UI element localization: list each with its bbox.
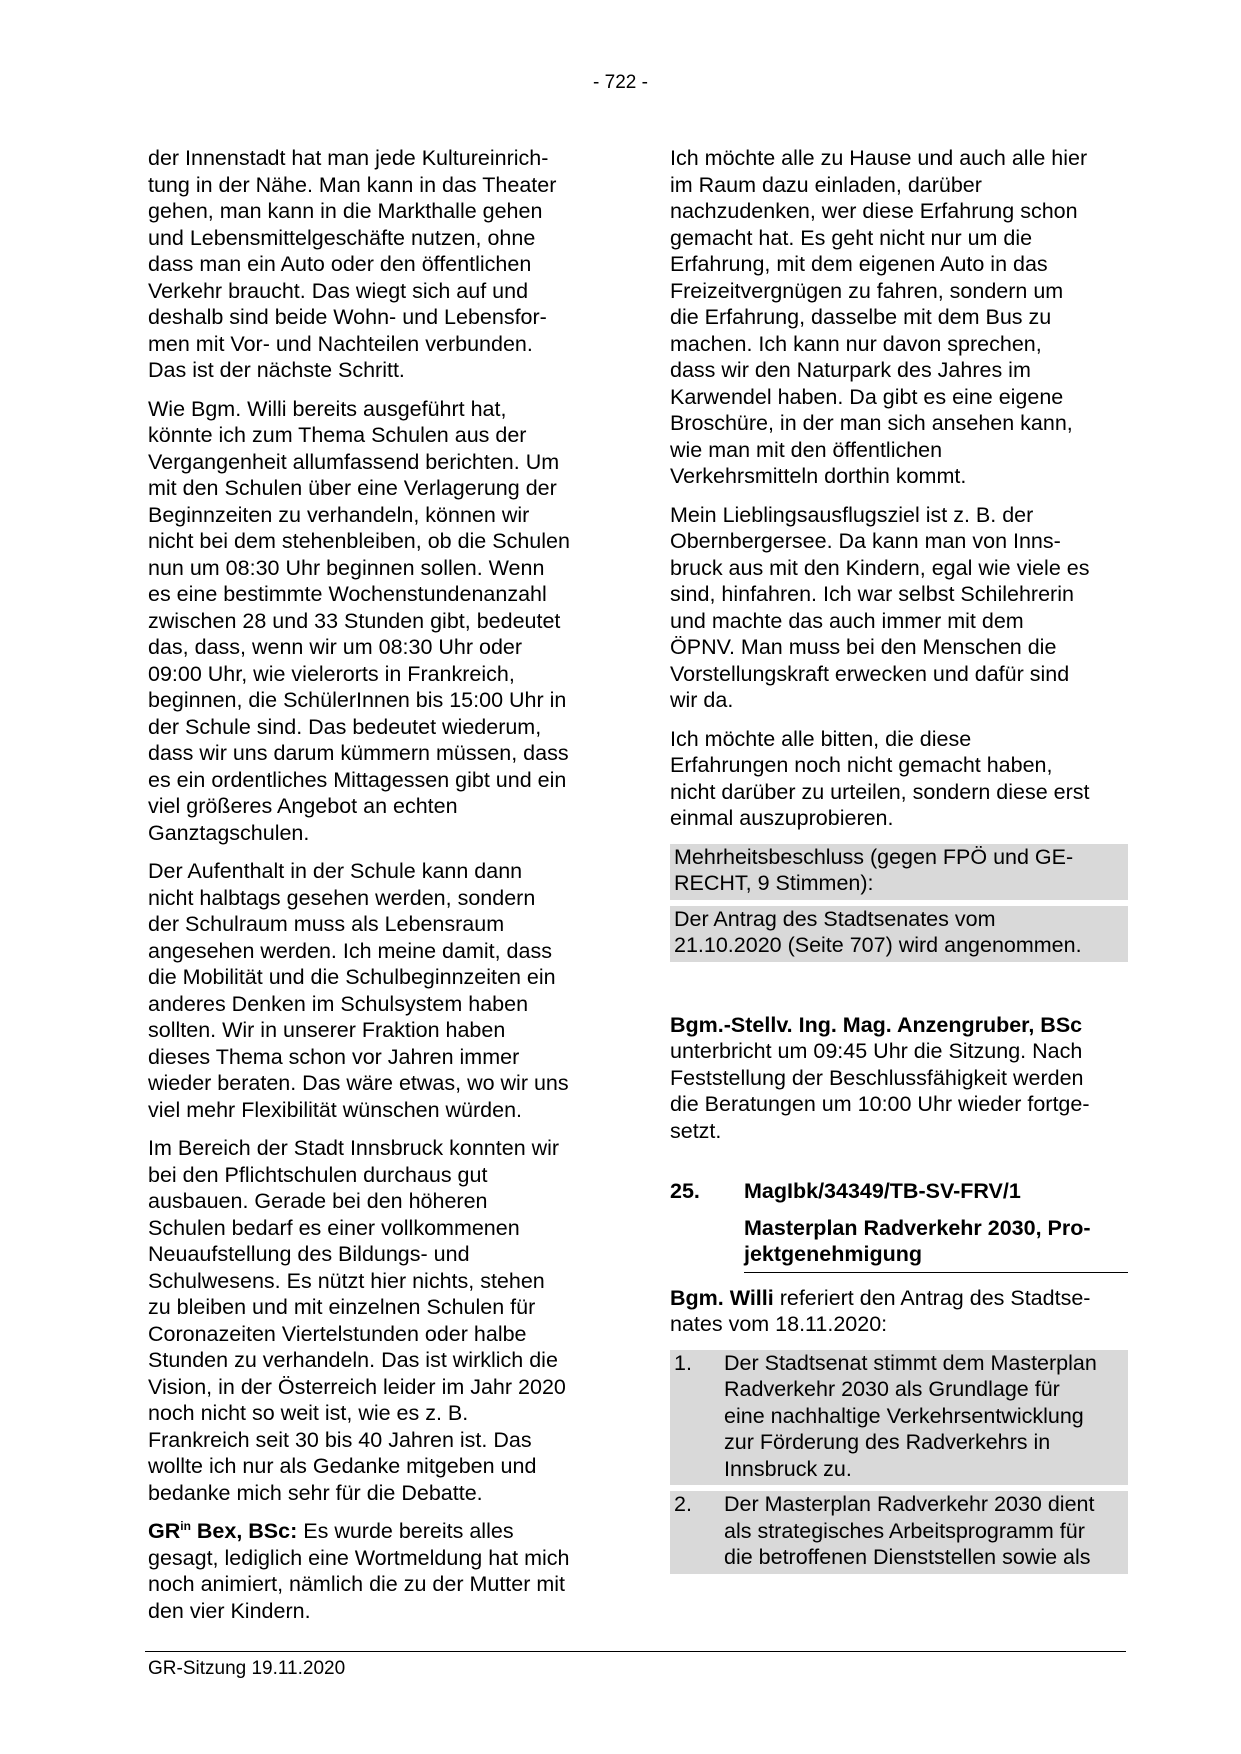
text-line: Broschüre, in der man sich ansehen kann, [670, 411, 1073, 435]
agenda-title [744, 1215, 1128, 1273]
text-line: der Schulraum muss als Lebensraum [148, 912, 505, 936]
text-line: nachzudenken, wer diese Erfahrung schon [670, 199, 1078, 223]
text-line: jektgenehmigung [744, 1242, 922, 1266]
text-line: eine nachhaltige Verkehrsentwicklung [724, 1403, 1084, 1428]
text-line: Mehrheitsbeschluss (gegen FPÖ und GE- [674, 844, 1074, 869]
text-line: noch animiert, nämlich die zu der Mutter mit [148, 1572, 566, 1596]
text-line: die Mobilität und die Schulbeginnzeiten ein [148, 965, 556, 989]
text-line: zu bleiben und mit einzelnen Schulen für [148, 1295, 536, 1319]
text-line: Schulwesens. Es nützt hier nichts, stehen [148, 1268, 545, 1293]
text-line: nicht bei dem stehenbleiben, ob die Schulen [148, 529, 570, 553]
text-line: Erfahrung, mit dem eigenen Auto in das [670, 252, 1048, 276]
text-line: Karwendel haben. Da gibt es eine eigene [670, 384, 1064, 409]
text-line: könnte ich zum Thema Schulen aus der [148, 423, 527, 447]
text-line: Das ist der nächste Schritt. [148, 358, 405, 382]
text-line: das, dass, wenn wir um 08:30 Uhr oder [148, 635, 523, 659]
agenda-number: 25. [670, 1179, 700, 1203]
footer: GR-Sitzung 19.11.2020 [148, 1658, 346, 1679]
text-line: Coronazeiten Viertelstunden oder halbe [148, 1321, 527, 1346]
speaker-text [148, 1545, 603, 1625]
text-line: Im Bereich der Stadt Innsbruck konnten wir [148, 1136, 560, 1160]
text-line: nun um 08:30 Uhr beginnen sollen. Wenn [148, 555, 545, 580]
text-line: mit den Schulen über eine Verlagerung der [148, 476, 557, 500]
text-line: beginnen, die SchülerInnen bis 15:00 Uhr in [148, 688, 567, 712]
text-line: nicht halbtags gesehen werden, sondern [148, 885, 536, 910]
resolution-vote [670, 844, 1128, 900]
text-line: der Innenstadt hat man jede Kultureinrich- [148, 146, 549, 170]
text-line: einmal auszuprobieren. [670, 806, 894, 830]
text-line: Verkehr braucht. Das wiegt sich auf und [148, 278, 529, 303]
text-line: und machte das auch immer mit dem [670, 608, 1024, 633]
text-line: der Schule sind. Das bedeutet wiederum, [148, 714, 542, 739]
text-line: dass man ein Auto oder den öffentlichen [148, 252, 532, 276]
text-line: Freizeitvergnügen zu fahren, sondern um [670, 278, 1064, 303]
text-line: dass wir den Naturpark des Jahres im [670, 358, 1031, 382]
text-line: ÖPNV. Man muss bei den Menschen die [670, 635, 1057, 659]
text-line: Feststellung der Beschlussfähigkeit werden [670, 1065, 1084, 1090]
motion-item: 2. Der Masterplan Radverkehr 2030 dient als strategisches Arbeitsprogramm für die betroffenen Dienststellen sowie als [670, 1491, 1128, 1574]
text-line: Neuaufstellung des Bildungs- und [148, 1242, 470, 1266]
text-line: als strategisches Arbeitsprogramm für [724, 1518, 1085, 1543]
text-line: machen. Ich kann nur davon sprechen, [670, 331, 1042, 356]
text-line: Obernbergersee. Da kann man von Inns- [670, 529, 1061, 553]
paragraph [148, 1135, 603, 1506]
text-line: Vision, in der Österreich leider im Jahr 2020 [148, 1374, 566, 1399]
text-line: wollte ich nur als Gedanke mitgeben und [148, 1454, 537, 1478]
motion-intro: Bgm. Willi referiert den Antrag des Stadtse- nates vom 18.11.2020: [670, 1285, 1091, 1336]
text-line: Verkehrsmitteln dorthin kommt. [670, 464, 967, 488]
text-line: Ganztagschulen. [148, 820, 310, 845]
text-line: wie man mit den öffentlichen [670, 437, 943, 462]
resolution-decision [670, 906, 1128, 962]
text-line: deshalb sind beide Wohn- und Lebensfor- [148, 305, 547, 329]
text-line: nicht darüber zu urteilen, sondern diese erst [670, 779, 1090, 804]
text-line: 21.10.2020 (Seite 707) wird angenommen. [674, 933, 1082, 957]
text-line: Wie Bgm. Willi bereits ausgeführt hat, [148, 396, 507, 421]
text-line: sollten. Wir in unserer Fraktion haben [148, 1018, 506, 1042]
text-line: Innsbruck zu. [724, 1456, 852, 1481]
text-line: noch nicht so weit ist, wie es z. B. [148, 1401, 469, 1425]
paragraph [670, 726, 1128, 832]
text-line: Beginnzeiten zu verhandeln, können wir [148, 502, 530, 527]
text-line: 09:00 Uhr, wie vielerorts in Frankreich, [148, 661, 515, 686]
text-line: die betroffenen Dienststellen sowie als [724, 1545, 1091, 1569]
text-line: Vorstellungskraft erwecken und dafür sind [670, 661, 1070, 686]
text-line: wir da. [670, 688, 734, 712]
text-line: viel mehr Flexibilität wünschen würden. [148, 1097, 523, 1122]
text-line: bruck aus mit den Kindern, egal wie viele es [670, 555, 1090, 580]
text-line: bedanke mich sehr für die Debatte. [148, 1480, 483, 1505]
text-line: Der Masterplan Radverkehr 2030 dient [724, 1492, 1095, 1516]
paragraph [148, 858, 603, 1123]
text-line: angesehen werden. Ich meine damit, dass [148, 938, 552, 963]
text-line: Frankreich seit 30 bis 40 Jahren ist. Das [148, 1427, 532, 1452]
text-line: Schulen bedarf es einer vollkommenen [148, 1215, 520, 1240]
right-column [670, 145, 1128, 1580]
text-line: Erfahrungen noch nicht gemacht haben, [670, 753, 1053, 777]
text-line: men mit Vor- und Nachteilen verbunden. [148, 331, 533, 356]
text-line: tung in der Nähe. Man kann in das Theater [148, 172, 557, 197]
text-line: Stunden zu verhandeln. Das ist wirklich die [148, 1348, 558, 1372]
page-number: - 722 - [593, 72, 648, 93]
text-line: es ein ordentliches Mittagessen gibt und ein [148, 767, 567, 792]
text-line: gesagt, lediglich eine Wortmeldung hat mich [148, 1545, 570, 1570]
text-line: die Beratungen um 10:00 Uhr wieder fortge- [670, 1092, 1090, 1116]
text-line: unterbricht um 09:45 Uhr die Sitzung. Nach [670, 1039, 1083, 1063]
text-line: ausbauen. Gerade bei den höheren [148, 1189, 488, 1213]
text-line: sind, hinfahren. Ich war selbst Schilehrerin [670, 582, 1074, 606]
text-line: anderes Denken im Schulsystem haben [148, 991, 529, 1016]
agenda-code: MagIbk/34349/TB-SV-FRV/1 [744, 1179, 1021, 1203]
text-line: Radverkehr 2030 als Grundlage für [724, 1377, 1060, 1401]
text-line: es eine bestimmte Wochenstundenanzahl [148, 582, 547, 606]
speaker-name: $GR^{in}$ Bex, BSc: [148, 1518, 298, 1543]
text-line: und Lebensmittelgeschäfte nutzen, ohne [148, 225, 536, 250]
text-line: dass wir uns darum kümmern müssen, dass [148, 741, 569, 765]
text-line: Der Stadtsenat stimmt dem Masterplan [724, 1350, 1097, 1375]
text-line: Ich möchte alle bitten, die diese [670, 726, 972, 751]
text-line: wieder beraten. Das wäre etwas, wo wir uns [148, 1071, 569, 1095]
text-line: Vergangenheit allumfassend berichten. Um [148, 449, 560, 474]
paragraph [670, 502, 1128, 714]
text-line: RECHT, 9 Stimmen): [674, 871, 874, 895]
text-line: Masterplan Radverkehr 2030, Pro- [744, 1215, 1091, 1240]
motion-list [670, 1350, 1128, 1574]
text-line: gemacht hat. Es geht nicht nur um die [670, 225, 1033, 250]
text-line: zur Förderung des Radverkehrs in [724, 1430, 1051, 1454]
text-line: gehen, man kann in die Markthalle gehen [148, 199, 543, 223]
text-line: zwischen 28 und 33 Stunden gibt, bedeutet [148, 608, 561, 633]
paragraph [670, 145, 1128, 490]
text-line: Der Antrag des Stadtsenates vom [674, 906, 996, 931]
text-line: setzt. [670, 1118, 722, 1143]
motion-item: 1. Der Stadtsenat stimmt dem Masterplan Radverkehr 2030 als Grundlage für eine nachhaltige Verkehrsentwicklung zur Förderung des Radverkehrs in Innsbruck zu. [670, 1350, 1128, 1486]
interruption-speaker: Bgm.-Stellv. Ing. Mag. Anzengruber, BSc [670, 1012, 1083, 1037]
text-line: Der Aufenthalt in der Schule kann dann [148, 859, 523, 883]
agenda-item [670, 1178, 1128, 1273]
text-line: bei den Pflichtschulen durchaus gut [148, 1162, 488, 1187]
text-line: Mein Lieblingsausflugsziel ist z. B. der [670, 502, 1034, 527]
text-line: dieses Thema schon vor Jahren immer [148, 1044, 520, 1069]
footer-divider [145, 1651, 1126, 1652]
text-line: im Raum dazu einladen, darüber [670, 172, 982, 197]
text-line: viel größeres Angebot an echten [148, 794, 458, 818]
paragraph [148, 145, 603, 384]
speaker-paragraph: $GR^{in}$ Bex, BSc: Es wurde bereits alles gesagt, lediglich eine Wortmeldung hat mich noch animiert, nämlich die zu der Mutter mit den vier Kindern. [148, 1518, 603, 1624]
left-column [148, 145, 603, 1636]
text-line: den vier Kindern. [148, 1598, 311, 1623]
text-line: die Erfahrung, dasselbe mit dem Bus zu [670, 305, 1052, 329]
paragraph [148, 396, 603, 847]
text-line: Ich möchte alle zu Hause und auch alle hier [670, 146, 1088, 170]
interruption-note [670, 1012, 1128, 1145]
